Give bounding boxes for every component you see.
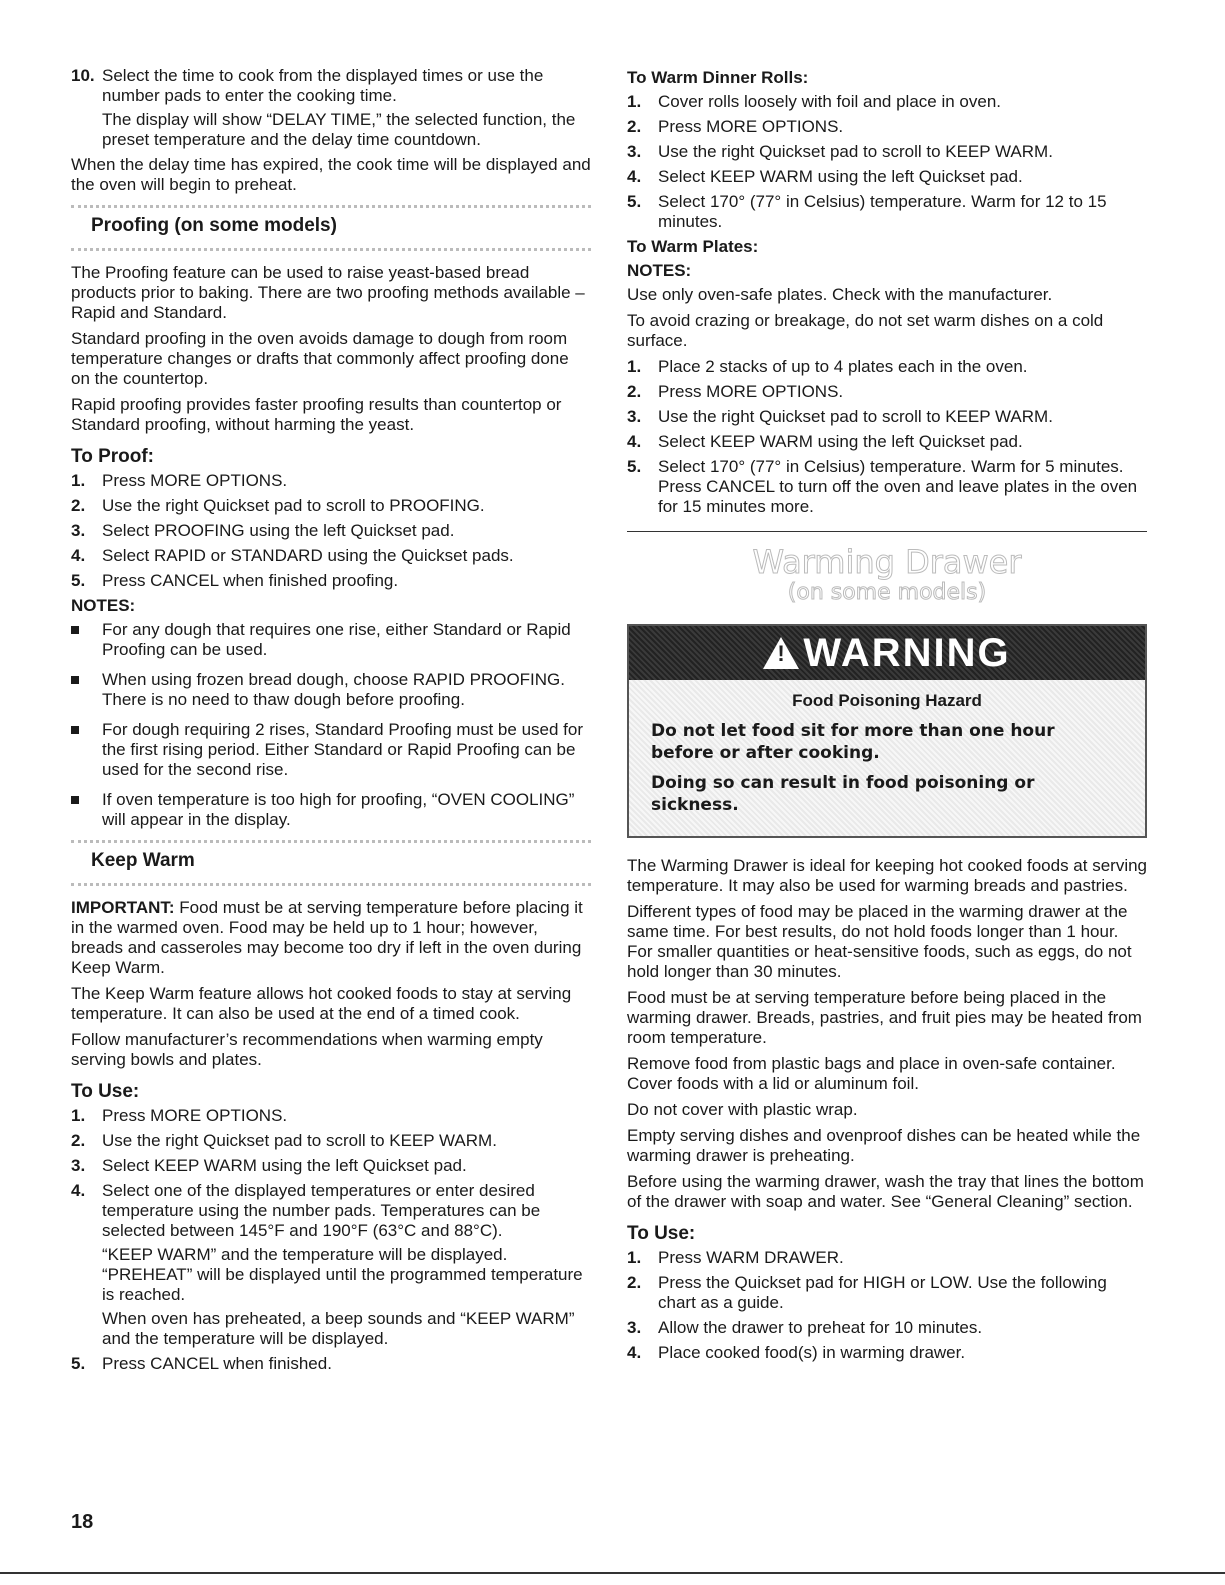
notes-heading: NOTES: [71, 596, 136, 615]
step-text: Select 170° (77° in Celsius) temperature. Warm for 12 to 15 minutes. [658, 192, 1107, 231]
warning-header [629, 626, 1145, 680]
step-number: 1. [71, 471, 86, 490]
paragraph: Standard proofing in the oven avoids damage to dough from room temperature changes or drafts that commonly affect proofing done on the countertop. [71, 329, 569, 388]
step-text: Select KEEP WARM using the left Quickset pad. [658, 432, 1023, 451]
list-item [71, 571, 591, 591]
note-text: When using frozen bread dough, choose RAPID PROOFING. There is no need to thaw dough before proofing. [102, 670, 566, 709]
step-text: Place cooked food(s) in warming drawer. [658, 1343, 966, 1362]
to-proof-heading: To Proof: [71, 446, 155, 467]
step-number: 4. [627, 167, 642, 186]
list-item [627, 407, 1147, 427]
paragraph: Follow manufacturer’s recommendations when warming empty serving bowls and plates. [71, 1030, 543, 1069]
list-item [71, 720, 591, 780]
warming-drawer-subtitle: (on some models) [787, 580, 987, 605]
step-text: Press CANCEL when finished. [102, 1354, 332, 1373]
step-text: Use the right Quickset pad to scroll to KEEP WARM. [102, 1131, 497, 1150]
step-text: Select KEEP WARM using the left Quickset pad. [658, 167, 1023, 186]
list-item [627, 1273, 1147, 1313]
step-text: Press CANCEL when finished proofing. [102, 571, 399, 590]
list-item [627, 167, 1147, 187]
step-text: Press MORE OPTIONS. [102, 1106, 288, 1125]
section-title: Keep Warm [91, 851, 201, 871]
paragraph: The Warming Drawer is ideal for keeping hot cooked foods at serving temperature. It may also be used for warming breads and pastries. [627, 856, 1148, 895]
step-text: Select the time to cook from the displayed times or use the number pads to enter the cooking time. [102, 66, 544, 105]
step-number: 3. [627, 407, 642, 426]
warning-label: WARNING [803, 631, 1011, 675]
step-number: 2. [71, 496, 86, 515]
step-text: Press MORE OPTIONS. [102, 471, 288, 490]
step-text: Select RAPID or STANDARD using the Quickset pads. [102, 546, 514, 565]
step-number: 1. [627, 92, 642, 111]
step-number: 5. [627, 457, 642, 476]
paragraph: Rapid proofing provides faster proofing results than countertop or Standard proofing, without harming the yeast. [71, 395, 562, 434]
keep-warm-section-header [71, 840, 591, 886]
proofing-section-header [71, 205, 591, 251]
list-item [627, 382, 1147, 402]
note-text: For dough requiring 2 rises, Standard Proofing must be used for the first rising period. Either Standard or Rapid Proofing can be used for the second rise. [102, 720, 583, 779]
bullet-icon [71, 726, 79, 734]
step-text: Press MORE OPTIONS. [658, 117, 844, 136]
step-number: 2. [627, 117, 642, 136]
step-number: 1. [71, 1106, 86, 1125]
step-text: Press WARM DRAWER. [658, 1248, 844, 1267]
list-item [71, 670, 591, 710]
list-item [71, 1106, 591, 1126]
list-item [71, 1354, 591, 1374]
paragraph: Different types of food may be placed in the warming drawer at the same time. For best results, do not hold foods longer than 1 hour. For smaller quantities or heat-sensitive foods, such as eggs, do not hold longer than 30 minutes. [627, 902, 1132, 981]
rolls-steps [627, 92, 1147, 232]
important-paragraph [71, 898, 591, 978]
step-number: 2. [627, 382, 642, 401]
step-number: 4. [627, 1343, 642, 1362]
list-item [627, 357, 1147, 377]
step-text: Press the Quickset pad for HIGH or LOW. Use the following chart as a guide. [658, 1273, 1107, 1312]
step-subtext: The display will show “DELAY TIME,” the selected function, the preset temperature and the delay time countdown. [102, 110, 576, 149]
step-text: Select one of the displayed temperatures or enter desired temperature using the number pads. Temperatures can be selected between 145°F and 190°F (63°C and 88°C). [102, 1181, 541, 1240]
step-subtext: When oven has preheated, a beep sounds and “KEEP WARM” and the temperature will be displayed. [102, 1309, 575, 1348]
list-item [71, 471, 591, 491]
right-column [627, 66, 1147, 1368]
step-number: 4. [627, 432, 642, 451]
step-text: Press MORE OPTIONS. [658, 382, 844, 401]
paragraph: Do not cover with plastic wrap. [627, 1100, 858, 1119]
paragraph: The Proofing feature can be used to raise yeast-based bread products prior to baking. There are two proofing methods available – Rapid and Standard. [71, 263, 585, 322]
list-item [71, 620, 591, 660]
step-text: Allow the drawer to preheat for 10 minutes. [658, 1318, 983, 1337]
bullet-icon [71, 796, 79, 804]
list-item [627, 1343, 1147, 1363]
keep-warm-steps [71, 1106, 591, 1374]
step-number: 3. [71, 521, 86, 540]
notes-heading: NOTES: [627, 261, 692, 280]
list-item [71, 66, 591, 150]
to-use-heading: To Use: [627, 1223, 696, 1244]
list-item [71, 1156, 591, 1176]
bullet-icon [71, 676, 79, 684]
proof-notes [71, 620, 591, 830]
paragraph: Use only oven-safe plates. Check with the manufacturer. [627, 285, 1053, 304]
list-item [71, 496, 591, 516]
step-number: 3. [627, 1318, 642, 1337]
page-bottom-rule [0, 1572, 1225, 1574]
section-title: Proofing (on some models) [91, 216, 343, 236]
warning-body [629, 680, 1145, 836]
list-item [71, 1131, 591, 1151]
step-text: Use the right Quickset pad to scroll to KEEP WARM. [658, 142, 1053, 161]
warning-line: Do not let food sit for more than one hour before or after cooking. [651, 721, 1055, 763]
warm-rolls-heading: To Warm Dinner Rolls: [627, 68, 809, 87]
list-item [71, 521, 591, 541]
step-text: Select 170° (77° in Celsius) temperature. Warm for 5 minutes. Press CANCEL to turn off the oven and leave plates in the oven for 15 minutes more. [658, 457, 1138, 516]
list-item [71, 790, 591, 830]
step-number: 10. [71, 66, 95, 85]
step-number: 1. [627, 1248, 642, 1267]
step-text: Use the right Quickset pad to scroll to PROOFING. [102, 496, 485, 515]
list-item [627, 117, 1147, 137]
step-text: Select KEEP WARM using the left Quickset pad. [102, 1156, 467, 1175]
step-number: 2. [627, 1273, 642, 1292]
list-item [627, 142, 1147, 162]
list-item [627, 92, 1147, 112]
left-column [71, 66, 591, 1379]
paragraph: Empty serving dishes and ovenproof dishes can be heated while the warming drawer is preheating. [627, 1126, 1141, 1165]
delay-steps [71, 66, 591, 150]
warning-box [627, 624, 1147, 838]
step-number: 5. [71, 1354, 86, 1373]
paragraph: The Keep Warm feature allows hot cooked foods to stay at serving temperature. It can also be used at the end of a timed cook. [71, 984, 572, 1023]
step-number: 1. [627, 357, 642, 376]
drawer-steps [627, 1248, 1147, 1363]
list-item [627, 192, 1147, 232]
warning-triangle-icon [763, 637, 799, 669]
warning-line: Doing so can result in food poisoning or sickness. [651, 773, 1035, 815]
section-divider [627, 531, 1147, 532]
list-item [627, 457, 1147, 517]
paragraph: Remove food from plastic bags and place in oven-safe container. Cover foods with a lid or aluminum foil. [627, 1054, 1116, 1093]
step-text: Use the right Quickset pad to scroll to KEEP WARM. [658, 407, 1053, 426]
note-text: For any dough that requires one rise, either Standard or Rapid Proofing can be used. [102, 620, 571, 659]
proof-steps [71, 471, 591, 591]
step-number: 5. [627, 192, 642, 211]
step-text: Select PROOFING using the left Quickset pad. [102, 521, 455, 540]
warm-plates-heading: To Warm Plates: [627, 237, 759, 256]
page-number: 18 [71, 1511, 94, 1533]
paragraph: To avoid crazing or breakage, do not set warm dishes on a cold surface. [627, 311, 1104, 350]
delay-after-text: When the delay time has expired, the cook time will be displayed and the oven will begin to preheat. [71, 155, 591, 194]
important-label: IMPORTANT: [71, 898, 175, 917]
plates-steps [627, 357, 1147, 517]
paragraph: Food must be at serving temperature before being placed in the warming drawer. Breads, pastries, and fruit pies may be heated from room temperature. [627, 988, 1142, 1047]
step-text: Place 2 stacks of up to 4 plates each in the oven. [658, 357, 1028, 376]
note-text: If oven temperature is too high for proofing, “OVEN COOLING” will appear in the display. [102, 790, 575, 829]
important-text: Food must be at serving temperature before placing it in the warmed oven. Food may be held up to 1 hour; however, breads and casseroles may become too dry if left in the oven during Keep Warm. [71, 898, 583, 977]
list-item [627, 1318, 1147, 1338]
paragraph: Before using the warming drawer, wash the tray that lines the bottom of the drawer with soap and water. See “General Cleaning” section. [627, 1172, 1144, 1211]
step-number: 3. [71, 1156, 86, 1175]
list-item [71, 1181, 591, 1349]
step-text: Cover rolls loosely with foil and place in oven. [658, 92, 1002, 111]
warming-drawer-title: Warming Drawer [752, 543, 1022, 581]
step-number: 2. [71, 1131, 86, 1150]
list-item [627, 1248, 1147, 1268]
step-number: 5. [71, 571, 86, 590]
list-item [627, 432, 1147, 452]
step-number: 4. [71, 1181, 86, 1200]
step-number: 3. [627, 142, 642, 161]
hazard-title: Food Poisoning Hazard [792, 691, 982, 710]
bullet-icon [71, 626, 79, 634]
step-subtext: “KEEP WARM” and the temperature will be displayed. “PREHEAT” will be displayed until the programmed temperature is reached. [102, 1245, 583, 1304]
list-item [71, 546, 591, 566]
step-number: 4. [71, 546, 86, 565]
to-use-heading: To Use: [71, 1081, 140, 1102]
